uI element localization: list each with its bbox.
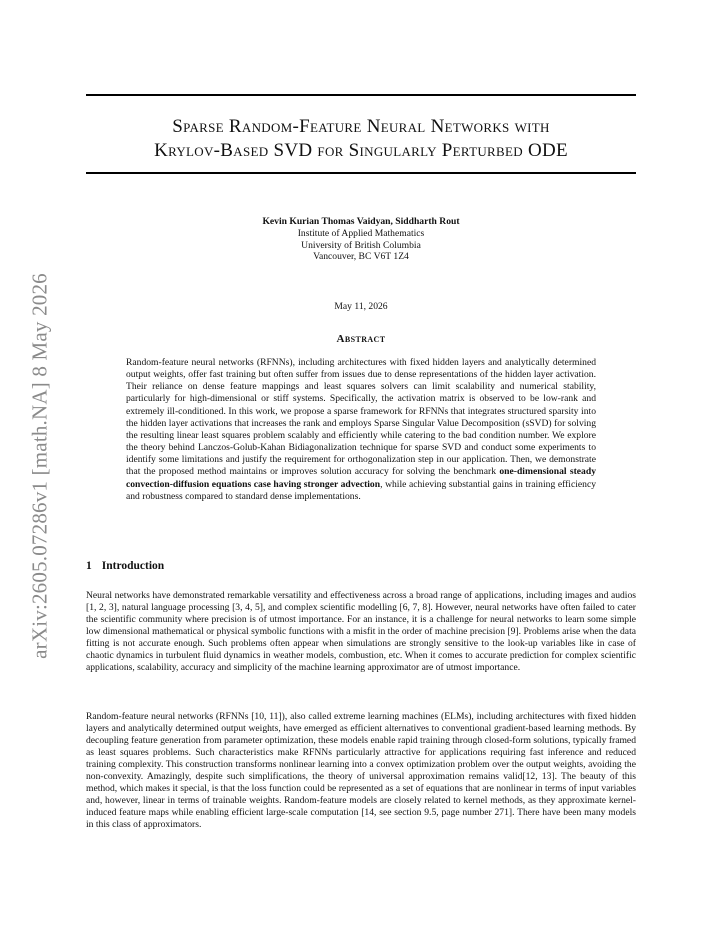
- introduction-paragraph-2: Random-feature neural networks (RFNNs [10, 11]), also called extreme learning machines (ELMs), including architectures with fixed hidden layers and analytically determined output weights, have emerged as efficient alternatives to conventional gradient-based learning methods. By decoupling feature generation from parameter optimization, these models enable rapid training through closed-form solutions, typically framed as least squares problems. Such characteristics make RFNNs particularly attractive for applications requiring fast inference and reduced training complexity. This construction transforms nonlinear learning into a convex optimization problem over the output weights, avoiding the non-convexity. Amazingly, despite such simplifications, the theory of universal approximation remains valid[12, 13]. The beauty of this method, which makes it special, is that the loss function could be represented as a set of equations that are nonlinear in terms of input variables and, however, linear in terms of trainable weights. Random-feature models are closely related to kernel methods, as they approximate kernel-induced feature maps while enabling efficient large-scale computation [14, see section 9.5, page number 271]. There have been many models in this class of approximators.: [86, 711, 636, 830]
- paper-title-line-1: Sparse Random-Feature Neural Networks with: [172, 116, 550, 137]
- section-number: 1: [86, 560, 92, 572]
- author-affiliation: Institute of Applied Mathematics: [297, 227, 425, 239]
- title-bottom-rule: [86, 172, 636, 174]
- arxiv-identifier-stamp: arXiv:2605.07286v1 [math.NA] 8 May 2026: [27, 273, 52, 659]
- abstract-bold-text: one-dimensional steady convection-diffusion equations case having stronger advection: [126, 466, 596, 490]
- introduction-paragraph-1: Neural networks have demonstrated remarkable versatility and effectiveness across a broad range of applications, including images and audios [1, 2, 3], natural language processing [3, 4, 5], and complex scientific modelling [6, 7, 8]. However, neural networks have often failed to cater the scientific community where precision is of utmost importance. For an instance, it is a challenge for neural networks to learn some simple low dimensional mathematical or physical symbolic functions with a misfit in the order of machine precision [9]. Problems arise when the data fitting is not accurate enough. Such problems often appear when simulations are strongly sensitive to the look-up variables like in case of chaotic dynamics in turbulent fluid dynamics in weather models, combustion, etc. When it comes to accurate prediction for complex scientific applications, scalability, accuracy and simplicity of the machine learning approximator are of utmost importance.: [86, 590, 636, 673]
- author-block: [86, 216, 636, 263]
- author-university: University of British Columbia: [301, 239, 421, 251]
- paper-title: [86, 115, 636, 163]
- abstract-text-part-2: , while achieving substantial gains in training efficiency and robustness compared to standard dense implementations.: [126, 478, 597, 502]
- paper-title-line-2: Krylov-Based SVD for Singularly Perturbed ODE: [154, 140, 568, 161]
- author-names: Kevin Kurian Thomas Vaidyan, Siddharth Rout: [262, 216, 460, 227]
- abstract-text-part-1: Random-feature neural networks (RFNNs), including architectures with fixed hidden layers and analytically determined output weights, offer fast training but often suffer from issues due to dense representations of the hidden layer activation. Their reliance on dense feature mappings and least squares solvers can limit scalability and numerical stability, particularly for high-dimensional or stiff systems. Specifically, the activation matrix is observed to be low-rank and extremely ill-conditioned. In this work, we propose a sparse framework for RFNNs that integrates structured sparsity into the hidden layer activations that increases the rank and employs Sparse Singular Value Decomposition (sSVD) for solving the resulting linear least squares problem scalably and efficiently while catering to the bad condition number. We explore the theory behind Lanczos-Golub-Kahan Bidiagonalization technique for sparse SVD and conduct some experiments to identify some limitations and justify the requirement for orthogonalization step in our application. Then, we demonstrate that the proposed method maintains or improves solution accuracy for solving the benchmark: [126, 357, 596, 478]
- paper-date: May 11, 2026: [334, 301, 388, 312]
- title-top-rule: [86, 94, 636, 96]
- author-address: Vancouver, BC V6T 1Z4: [313, 251, 409, 263]
- section-title: Introduction: [101, 560, 165, 572]
- section-heading-introduction: [86, 560, 164, 572]
- abstract-heading: Abstract: [336, 333, 386, 345]
- abstract-body: [126, 357, 596, 503]
